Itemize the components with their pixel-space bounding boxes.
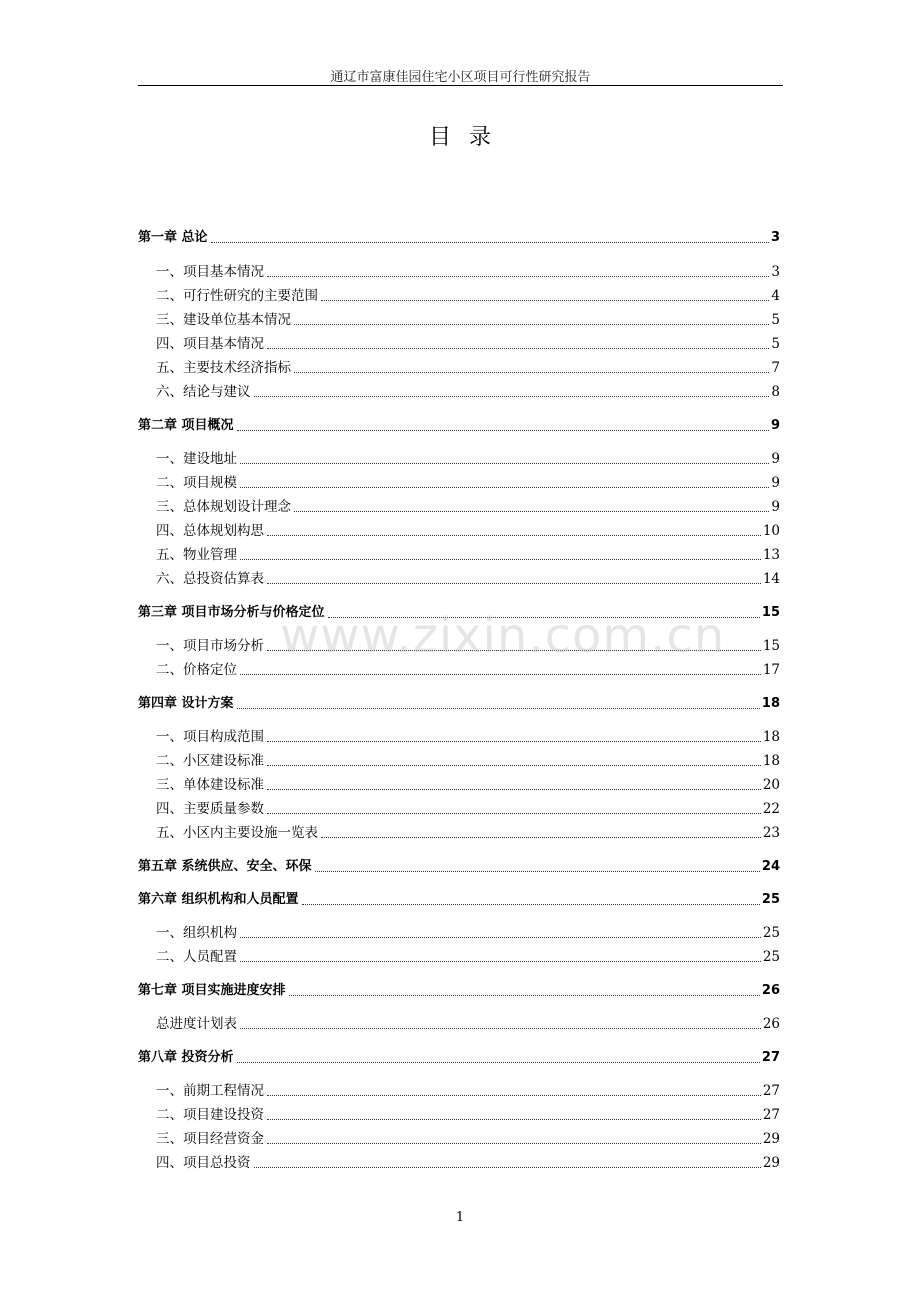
dot-leader <box>294 324 769 325</box>
dot-leader <box>237 1062 760 1063</box>
toc-entry-label: 五、主要技术经济指标 <box>156 360 291 376</box>
toc-entry-page: 14 <box>762 571 780 587</box>
toc-entry-label: 二、价格定位 <box>156 662 237 678</box>
toc-entry-label: 二、项目规模 <box>156 475 237 491</box>
toc-entry-label: 三、项目经营资金 <box>156 1131 264 1147</box>
toc-entry-label: 第三章 项目市场分析与价格定位 <box>138 605 325 620</box>
toc-section-entry[interactable] <box>138 1014 780 1034</box>
toc-section-entry[interactable] <box>138 823 780 843</box>
toc-section-entry[interactable] <box>138 1129 780 1149</box>
dot-leader <box>240 1028 761 1029</box>
dot-leader <box>267 813 761 814</box>
toc-chapter-entry[interactable] <box>138 1048 780 1068</box>
dot-leader <box>267 789 761 790</box>
dot-leader <box>302 904 760 905</box>
toc-section-entry[interactable] <box>138 1105 780 1125</box>
dot-leader <box>240 559 761 560</box>
toc-entry-page: 29 <box>762 1155 780 1171</box>
toc-entry-label: 四、总体规划构思 <box>156 523 264 539</box>
toc-chapter-entry[interactable] <box>138 857 780 877</box>
toc-section-entry[interactable] <box>138 751 780 771</box>
toc-entry-page: 22 <box>762 801 780 817</box>
toc-section-entry[interactable] <box>138 923 780 943</box>
toc-entry-page: 27 <box>762 1083 780 1099</box>
toc-entry-label: 三、建设单位基本情况 <box>156 312 291 328</box>
dot-leader <box>267 1143 761 1144</box>
toc-entry-page: 13 <box>762 547 780 563</box>
toc-entry-page: 3 <box>771 264 780 280</box>
toc-entry-label: 一、前期工程情况 <box>156 1083 264 1099</box>
toc-entry-label: 第四章 设计方案 <box>138 696 234 711</box>
toc-entry-label: 五、小区内主要设施一览表 <box>156 825 318 841</box>
toc-entry-page: 20 <box>762 777 780 793</box>
toc-entry-page: 17 <box>762 662 780 678</box>
toc-section-entry[interactable] <box>138 1081 780 1101</box>
toc-entry-page: 9 <box>771 475 780 491</box>
toc-entry-page: 4 <box>771 288 780 304</box>
toc-entry-page: 5 <box>771 312 780 328</box>
toc-chapter-entry[interactable] <box>138 981 780 1001</box>
dot-leader <box>267 741 761 742</box>
toc-section-entry[interactable] <box>138 775 780 795</box>
dot-leader <box>240 961 761 962</box>
toc-entry-page: 15 <box>761 605 780 620</box>
dot-leader <box>211 242 769 243</box>
toc-entry-page: 8 <box>771 384 780 400</box>
dot-leader <box>240 937 761 938</box>
toc-section-entry[interactable] <box>138 727 780 747</box>
toc-entry-page: 18 <box>762 729 780 745</box>
toc-entry-label: 第八章 投资分析 <box>138 1050 234 1065</box>
toc-entry-page: 25 <box>762 949 780 965</box>
toc-section-entry[interactable] <box>138 286 780 306</box>
toc-entry-page: 25 <box>762 925 780 941</box>
toc-entry-label: 六、结论与建议 <box>156 384 251 400</box>
toc-entry-label: 第二章 项目概况 <box>138 418 234 433</box>
watermark: www.zixin.com.cn <box>280 608 726 664</box>
toc-entry-page: 18 <box>762 753 780 769</box>
toc-entry-page: 18 <box>761 696 780 711</box>
toc-entry-page: 25 <box>761 892 780 907</box>
dot-leader <box>237 430 769 431</box>
toc-section-entry[interactable] <box>138 310 780 330</box>
toc-section-entry[interactable] <box>138 947 780 967</box>
dot-leader <box>321 300 769 301</box>
toc-section-entry[interactable] <box>138 1153 780 1173</box>
toc-entry-page: 27 <box>761 1050 780 1065</box>
toc-section-entry[interactable] <box>138 521 780 541</box>
header-rule <box>138 85 783 86</box>
dot-leader <box>240 487 769 488</box>
toc-chapter-entry[interactable] <box>138 416 780 436</box>
toc-entry-label: 四、主要质量参数 <box>156 801 264 817</box>
toc-entry-label: 第一章 总论 <box>138 230 208 245</box>
dot-leader <box>254 396 770 397</box>
dot-leader <box>240 463 769 464</box>
toc-entry-label: 四、项目基本情况 <box>156 336 264 352</box>
toc-entry-label: 二、小区建设标准 <box>156 753 264 769</box>
toc-entry-page: 15 <box>762 638 780 654</box>
dot-leader <box>267 583 761 584</box>
toc-section-entry[interactable] <box>138 382 780 402</box>
toc-entry-label: 六、总投资估算表 <box>156 571 264 587</box>
dot-leader <box>321 837 761 838</box>
toc-entry-label: 一、建设地址 <box>156 451 237 467</box>
dot-leader <box>267 276 769 277</box>
running-header: 通辽市富康佳园住宅小区项目可行性研究报告 <box>330 70 591 85</box>
dot-leader <box>315 871 760 872</box>
toc-section-entry[interactable] <box>138 262 780 282</box>
toc-entry-page: 9 <box>771 499 780 515</box>
toc-entry-label: 第七章 项目实施进度安排 <box>138 983 286 998</box>
toc-entry-page: 24 <box>761 859 780 874</box>
dot-leader <box>237 708 760 709</box>
toc-entry-label: 第五章 系统供应、安全、环保 <box>138 859 312 874</box>
dot-leader <box>267 765 761 766</box>
toc-section-entry[interactable] <box>138 334 780 354</box>
toc-entry-label: 二、项目建设投资 <box>156 1107 264 1123</box>
toc-entry-label: 第六章 组织机构和人员配置 <box>138 892 299 907</box>
dot-leader <box>240 674 761 675</box>
toc-section-entry[interactable] <box>138 497 780 517</box>
toc-entry-page: 23 <box>762 825 780 841</box>
dot-leader <box>289 995 760 996</box>
toc-entry-label: 一、项目市场分析 <box>156 638 264 654</box>
dot-leader <box>294 511 769 512</box>
toc-chapter-entry[interactable] <box>138 694 780 714</box>
dot-leader <box>267 1119 761 1120</box>
toc-section-entry[interactable] <box>138 473 780 493</box>
toc-entry-label: 四、项目总投资 <box>156 1155 251 1171</box>
toc-entry-label: 二、可行性研究的主要范围 <box>156 288 318 304</box>
toc-entry-page: 7 <box>771 360 780 376</box>
page-number: 1 <box>455 1210 465 1225</box>
toc-chapter-entry[interactable] <box>138 890 780 910</box>
toc-section-entry[interactable] <box>138 799 780 819</box>
toc-entry-label: 一、项目构成范围 <box>156 729 264 745</box>
toc-section-entry[interactable] <box>138 545 780 565</box>
toc-entry-page: 26 <box>761 983 780 998</box>
toc-section-entry[interactable] <box>138 449 780 469</box>
toc-entry-page: 9 <box>770 418 780 433</box>
toc-entry-label: 五、物业管理 <box>156 547 237 563</box>
toc-entry-label: 三、总体规划设计理念 <box>156 499 291 515</box>
toc-entry-page: 9 <box>771 451 780 467</box>
toc-entry-page: 3 <box>770 230 780 245</box>
toc-entry-label: 一、项目基本情况 <box>156 264 264 280</box>
toc-section-entry[interactable] <box>138 358 780 378</box>
toc-entry-page: 10 <box>762 523 780 539</box>
toc-entry-page: 5 <box>771 336 780 352</box>
dot-leader <box>267 1095 761 1096</box>
dot-leader <box>267 348 769 349</box>
toc-title: 目录 <box>428 125 509 150</box>
toc-entry-label: 一、组织机构 <box>156 925 237 941</box>
toc-entry-page: 29 <box>762 1131 780 1147</box>
toc-entry-label: 总进度计划表 <box>156 1016 237 1032</box>
dot-leader <box>254 1167 761 1168</box>
dot-leader <box>294 372 769 373</box>
dot-leader <box>267 535 761 536</box>
toc-entry-page: 26 <box>762 1016 780 1032</box>
toc-section-entry[interactable] <box>138 569 780 589</box>
toc-chapter-entry[interactable] <box>138 228 780 248</box>
toc-entry-page: 27 <box>762 1107 780 1123</box>
toc-entry-label: 三、单体建设标准 <box>156 777 264 793</box>
toc-entry-label: 二、人员配置 <box>156 949 237 965</box>
